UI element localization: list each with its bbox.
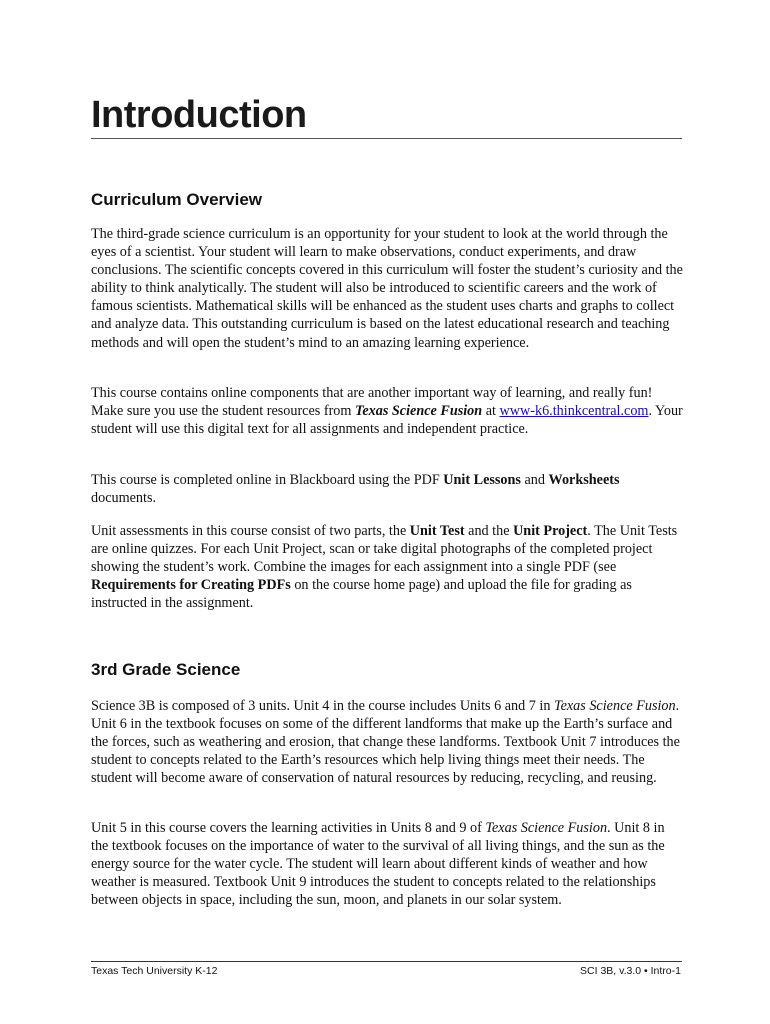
footer-institution: Texas Tech University K-12 [91,965,218,977]
book-title: Texas Science Fusion [354,403,483,420]
paragraph-assessments: Unit assessments in this course consist of two parts, the Unit Test and the Unit Project. The Unit Tests are online quizzes. For each Unit Project, scan or take digital photographs of the completed project showing the student’s work. Combine the images for each assignment into a single PDF (see Requirements for Creating PDFs on the course home page) and upload the file for grading as instructed in the assignment. [91,523,678,612]
paragraph-overview: The third-grade science curriculum is an opportunity for your student to look at the world through the eyes of a scientist. Your student will learn to make observations, conduct experiments, and draw conclusions. The scientific concepts covered in this curriculum will foster the student’s curiosity and the ability to think analytically. The student will also be introduced to scientific careers and the work of famous scientists. Mathematical skills will be enhanced as the student uses charts and graphs to collect and analyze data. This outstanding curriculum is based on the latest educational research and teaching methods and will open the student’s mind to an amazing learning experience. [91,226,683,351]
footer-page-number: SCI 3B, v.3.0 • Intro-1 [580,965,681,977]
page-title: Introduction [91,94,307,136]
paragraph-blackboard: This course is completed online in Blackboard using the PDF Unit Lessons and Worksheets documents. [91,472,620,507]
section-heading-3rd-grade-science: 3rd Grade Science [91,660,241,679]
thinkcentral-link[interactable]: www-k6.thinkcentral.com [499,403,649,420]
section-heading-curriculum-overview: Curriculum Overview [91,190,263,209]
paragraph-science-3b: Science 3B is composed of 3 units. Unit 4 in the course includes Units 6 and 7 in Texas Science Fusion. Unit 6 in the textbook focuses on some of the different landforms that make up the Earth’s surface and the forces, such as weathering and erosion, that change these landforms. Textbook Unit 7 introduces the student to concepts related to the Earth’s resources which help living things meet their needs. The student will become aware of conservation of natural resources by reducing, recycling, and reusing. [91,698,680,787]
footer-divider [91,961,682,962]
title-divider [91,138,682,139]
paragraph-unit-5: Unit 5 in this course covers the learning activities in Units 8 and 9 of Texas Science Fusion. Unit 8 in the textbook focuses on the importance of water to the survival of all living things, and the sun as the energy source for the water cycle. The student will learn about different kinds of weather and how weather is measured. Textbook Unit 9 introduces the student to concepts related to the relationships between objects in space, including the sun, moon, and planets in our solar system. [91,820,665,909]
paragraph-online-components: This course contains online components that are another important way of learning, and really fun! Make sure you use the student resources from Texas Science Fusion at www-k6.thinkcentral.com. Your student will use this digital text for all assignments and independent practice. [91,385,683,438]
